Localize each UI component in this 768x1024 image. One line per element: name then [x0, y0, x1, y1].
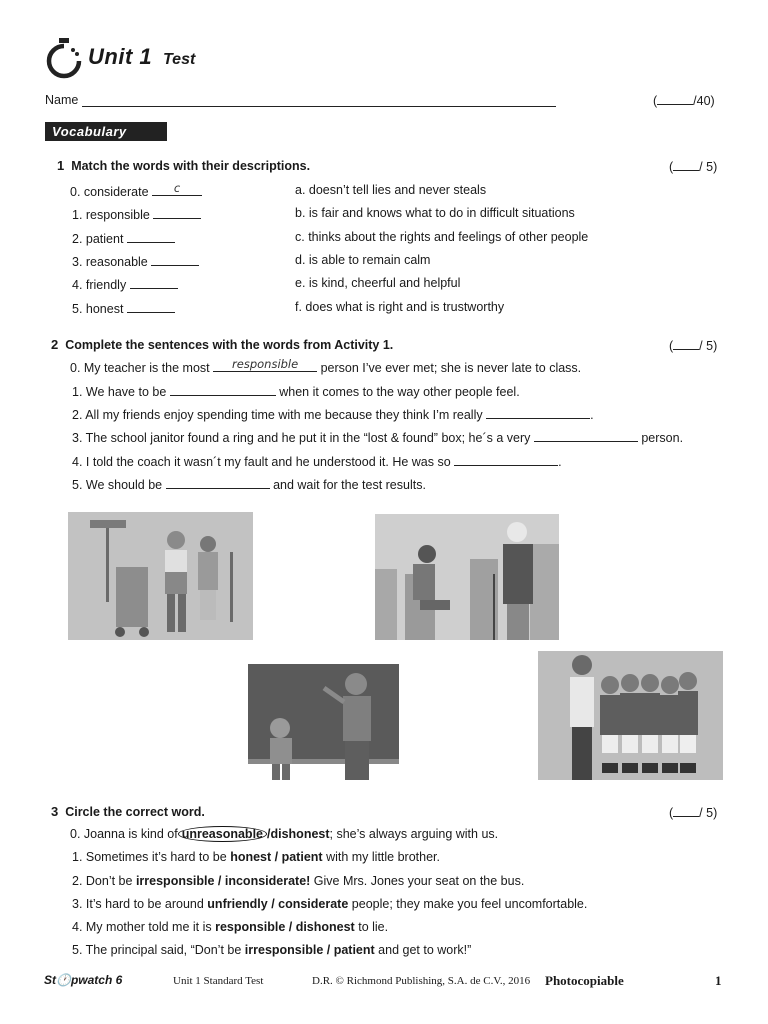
activity1-score-blank[interactable]	[673, 159, 699, 171]
footer-photocopiable: Photocopiable	[545, 973, 624, 988]
match-answer-field[interactable]: c	[152, 183, 202, 196]
footer-copyright: D.R. © Richmond Publishing, S.A. de C.V., 2016	[312, 975, 531, 987]
match-word: 1. responsible	[72, 206, 201, 222]
janitors-image	[68, 512, 253, 640]
name-field[interactable]	[82, 106, 556, 107]
match-description: d. is able to remain calm	[295, 253, 431, 267]
match-answer-field[interactable]	[127, 230, 175, 243]
sentence-answer-field[interactable]	[486, 406, 590, 419]
circle-sentence: 3. It’s hard to be around unfriendly / considerate people; they make you feel uncomfortable.	[72, 897, 588, 911]
name-label: Name	[45, 93, 79, 107]
sentence: 1. We have to be when it comes to the way other people feel.	[72, 385, 520, 399]
match-description: e. is kind, cheerful and helpful	[295, 276, 461, 290]
circle-sentence: 0. Joanna is kind of unreasonable /dishonest; she’s always arguing with us.	[70, 827, 499, 841]
word-options[interactable]: responsible / dishonest	[215, 920, 355, 934]
activity1-heading: 1 Match the words with their descriptions.	[57, 158, 311, 173]
activity3-score: ( / 5)	[669, 806, 718, 820]
word-options[interactable]: honest / patient	[230, 850, 323, 864]
match-answer-field[interactable]	[151, 253, 199, 266]
match-word: 3. reasonable	[72, 253, 199, 269]
stopwatch-logo	[44, 38, 84, 80]
match-description: f. does what is right and is trustworthy	[295, 300, 505, 314]
page-number: 1	[715, 973, 722, 988]
sports-team-image	[538, 651, 723, 780]
sentence: 0. My teacher is the most responsible person I’ve ever met; she is never late to class.	[70, 357, 582, 375]
sentence-answer-field[interactable]	[454, 453, 558, 466]
activity2-heading: 2 Complete the sentences with the words from Activity 1.	[51, 337, 394, 352]
activity2-score-blank[interactable]	[673, 338, 699, 350]
match-answer-field[interactable]	[127, 300, 175, 313]
match-description: b. is fair and knows what to do in difficult situations	[295, 206, 575, 220]
sentence: 5. We should be and wait for the test results.	[72, 478, 426, 492]
circle-sentence: 4. My mother told me it is responsible / dishonest to lie.	[72, 920, 389, 934]
page-subtitle: Test	[163, 51, 196, 68]
activity1-score: ( / 5)	[669, 160, 718, 174]
word-options[interactable]: unfriendly / considerate	[207, 897, 349, 911]
sentence: 4. I told the coach it wasn´t my fault and he understood it. He was so .	[72, 455, 562, 469]
word-options[interactable]: irresponsible / patient	[244, 943, 375, 957]
circle-sentence: 5. The principal said, “Don’t be irresponsible / patient and get to work!”	[72, 943, 472, 957]
page-title: Unit 1	[88, 44, 153, 69]
sentence-answer-field[interactable]	[166, 476, 270, 489]
total-score-blank[interactable]	[657, 93, 693, 105]
match-description: c. thinks about the rights and feelings of other people	[295, 230, 589, 244]
match-word: 2. patient	[72, 230, 175, 246]
sentence: 3. The school janitor found a ring and he put it in the “lost & found” box; he´s a very person.	[72, 431, 684, 445]
match-word: 5. honest	[72, 300, 175, 316]
word-option[interactable]: dishonest	[270, 827, 330, 841]
total-score: ( /40)	[653, 94, 715, 108]
match-word: 0. considerate c	[70, 183, 202, 199]
match-answer-field[interactable]	[130, 276, 178, 289]
activity2-score: ( / 5)	[669, 339, 718, 353]
match-word: 4. friendly	[72, 276, 178, 292]
activity3-heading: 3 Circle the correct word.	[51, 804, 205, 819]
sentence-answer-field[interactable]	[534, 429, 638, 442]
activity3-score-blank[interactable]	[673, 805, 699, 817]
footer-test-name: Unit 1 Standard Test	[173, 975, 264, 987]
footer-brand-logo: St🕐pwatch 6	[44, 973, 123, 987]
match-answer-field[interactable]	[153, 206, 201, 219]
sentence-answer-field[interactable]: responsible	[213, 359, 317, 372]
section-vocabulary: Vocabulary	[45, 122, 167, 141]
circled-option[interactable]: unreasonable	[178, 826, 267, 842]
circle-sentence: 2. Don’t be irresponsible / inconsiderate! Give Mrs. Jones your seat on the bus.	[72, 874, 525, 888]
bus-passengers-image	[375, 514, 559, 640]
sentence-answer-field[interactable]	[170, 383, 276, 396]
word-options[interactable]: irresponsible / inconsiderate!	[135, 874, 311, 888]
sentence: 2. All my friends enjoy spending time with me because they think I’m really .	[72, 408, 594, 422]
match-description: a. doesn’t tell lies and never steals	[295, 183, 487, 197]
teacher-student-image	[248, 658, 399, 780]
circle-sentence: 1. Sometimes it’s hard to be honest / patient with my little brother.	[72, 850, 440, 864]
